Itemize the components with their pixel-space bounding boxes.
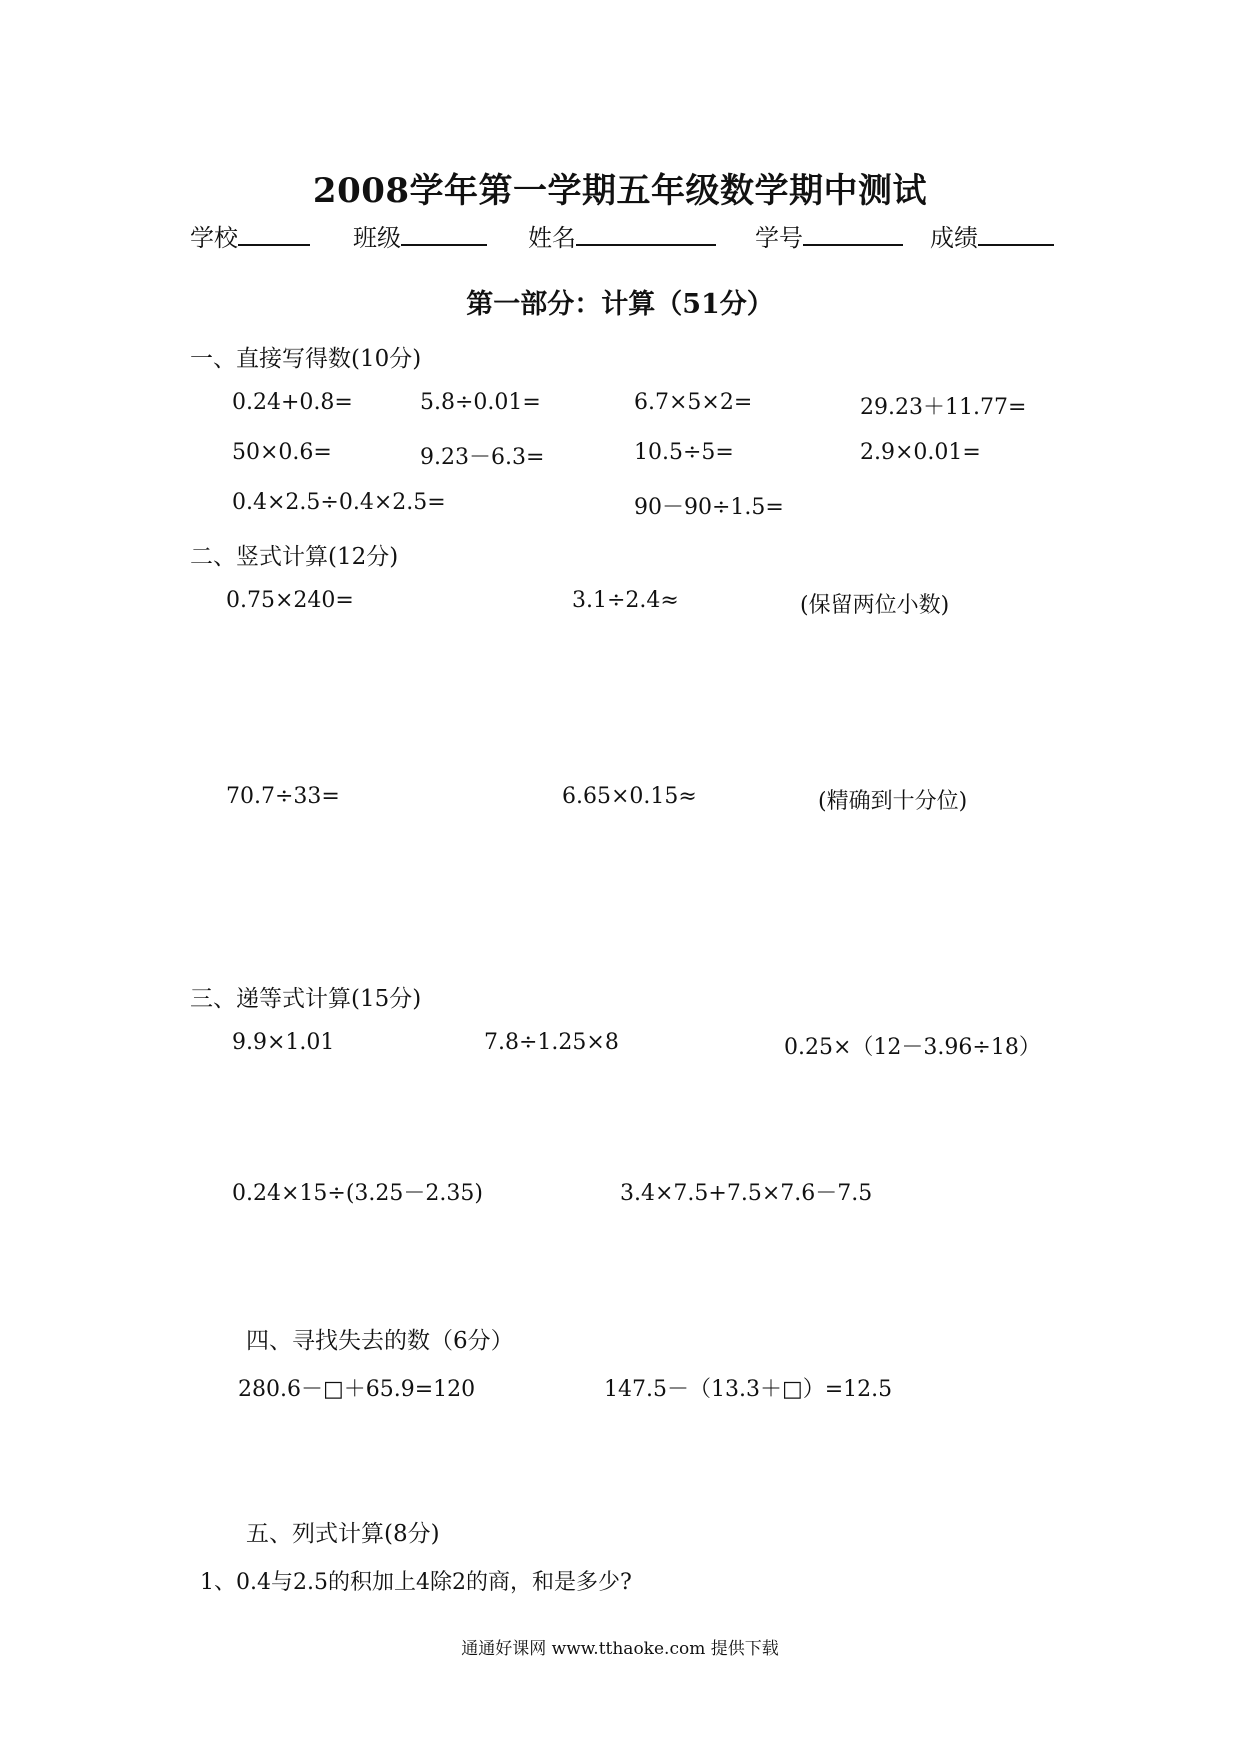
sec5-heading: 五、列式计算(8分) bbox=[246, 1521, 440, 1547]
sec5-item: 1、0.4与2.5的积加上4除2的商，和是多少? bbox=[200, 1570, 632, 1595]
sec1-item: 0.4×2.5÷0.4×2.5= bbox=[232, 490, 446, 515]
sec2-item: 70.7÷33= bbox=[226, 784, 340, 809]
score-field bbox=[930, 218, 1054, 253]
school-label: 学校 bbox=[190, 224, 238, 252]
sec1-item: 29.23＋11.77= bbox=[860, 395, 1027, 420]
sec2-note: (精确到十分位) bbox=[818, 789, 968, 814]
student-no-label: 学号 bbox=[755, 224, 803, 252]
sec2-item: 6.65×0.15≈ bbox=[562, 784, 697, 809]
sec3-item: 3.4×7.5+7.5×7.6－7.5 bbox=[620, 1181, 873, 1206]
sec1-item: 10.5÷5= bbox=[634, 440, 734, 465]
class-field bbox=[353, 218, 487, 253]
sec2-heading: 二、竖式计算(12分) bbox=[190, 544, 399, 570]
sec1-item: 50×0.6= bbox=[232, 440, 332, 465]
sec4-item: 147.5－（13.3＋□）=12.5 bbox=[604, 1377, 893, 1402]
sec3-item: 7.8÷1.25×8 bbox=[484, 1030, 619, 1055]
school-blank[interactable] bbox=[238, 222, 310, 246]
sec3-item: 9.9×1.01 bbox=[232, 1030, 335, 1055]
sec2-item: 3.1÷2.4≈ bbox=[572, 588, 679, 613]
sec4-item: 280.6－□＋65.9=120 bbox=[238, 1377, 476, 1402]
part1-title: 第一部分：计算（51分） bbox=[466, 289, 774, 320]
sec3-item: 0.25×（12－3.96÷18） bbox=[784, 1035, 1041, 1060]
sec1-item: 9.23－6.3= bbox=[420, 445, 545, 470]
class-blank[interactable] bbox=[401, 222, 487, 246]
student-no-blank[interactable] bbox=[803, 222, 903, 246]
page-title: 2008学年第一学期五年级数学期中测试 bbox=[312, 171, 928, 211]
class-label: 班级 bbox=[353, 224, 401, 252]
sec2-item: 0.75×240= bbox=[226, 588, 354, 613]
score-label: 成绩 bbox=[930, 224, 978, 252]
name-blank[interactable] bbox=[576, 222, 716, 246]
footer-text: 通通好课网 www.tthaoke.com 提供下载 bbox=[461, 1639, 779, 1659]
sec4-heading: 四、寻找失去的数（6分） bbox=[246, 1328, 514, 1354]
sec1-item: 0.24+0.8= bbox=[232, 390, 353, 415]
sec1-item: 6.7×5×2= bbox=[634, 390, 753, 415]
sec2-note: (保留两位小数) bbox=[800, 593, 950, 618]
sec1-heading: 一、直接写得数(10分) bbox=[190, 346, 422, 372]
name-field bbox=[528, 218, 716, 253]
sec1-item: 5.8÷0.01= bbox=[420, 390, 541, 415]
sec3-item: 0.24×15÷(3.25－2.35) bbox=[232, 1181, 483, 1206]
school-field bbox=[190, 218, 310, 253]
student-no-field bbox=[755, 218, 903, 253]
name-label: 姓名 bbox=[528, 224, 576, 252]
sec1-item: 90－90÷1.5= bbox=[634, 495, 784, 520]
score-blank[interactable] bbox=[978, 222, 1054, 246]
sec3-heading: 三、递等式计算(15分) bbox=[190, 986, 422, 1012]
sec1-item: 2.9×0.01= bbox=[860, 440, 981, 465]
